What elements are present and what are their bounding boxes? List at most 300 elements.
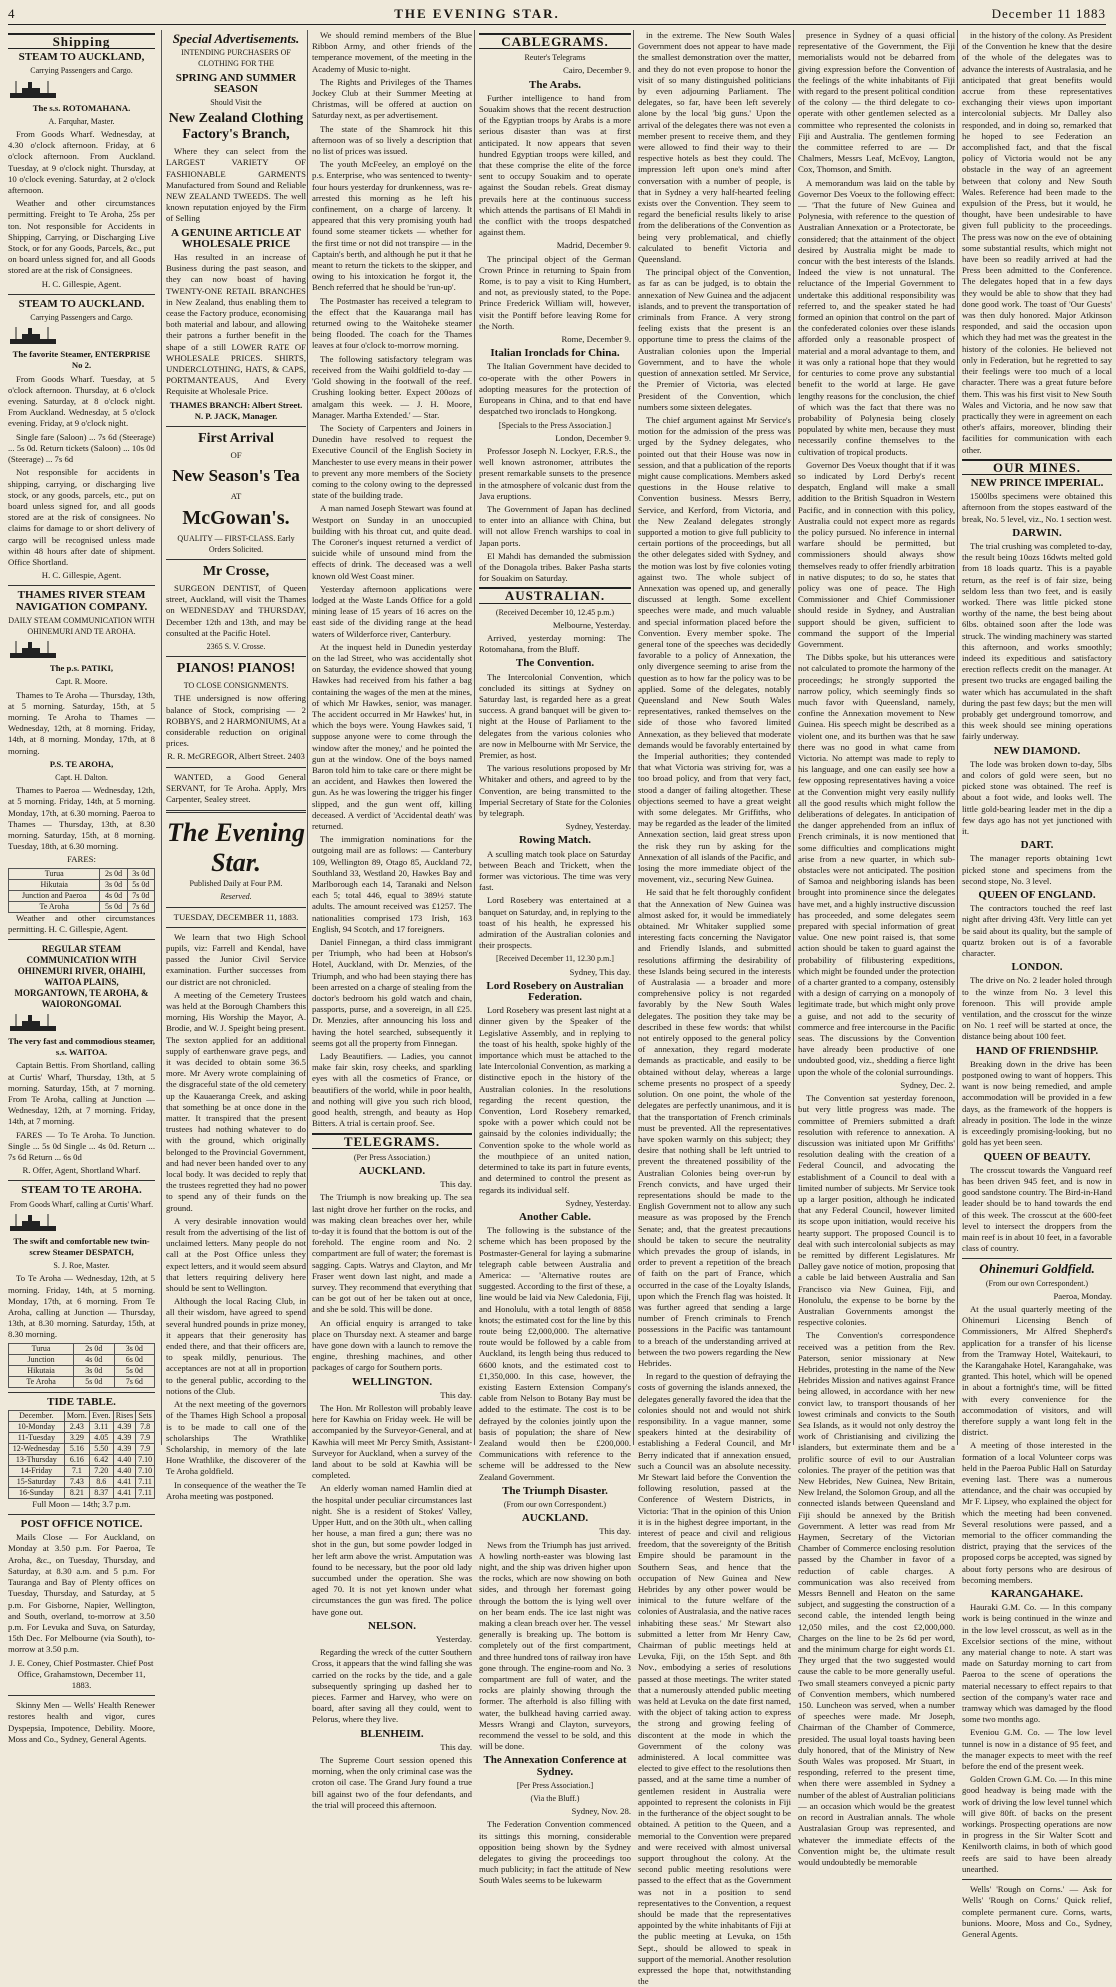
column-cablegrams xyxy=(474,30,635,1886)
fare-single: 3s 0d xyxy=(100,879,127,890)
news-paragraph: At the inquest held in Dunedin yesterday on the lad Street, who was accidentally shot on Saturday, the evidence showed that young Hawkes had received from his father a bag containing the wages of the men at the mines, of which Mr Hawkes, senior, was manager. The accident occurred in Mr Hawkes' hut, in which the boys were. Young Hawkes said, 'I suppose anyone were to come through the window after the money,' and he pointed the gun at the window. One of the boys named Baron told him to take care or there might be an accident, and Hawkes then lowered the gun. As he was lowering the trigger his finger slipped, and the gun went off, killing deceased. A verdict of 'Accidental death' was returned. xyxy=(312,641,472,832)
tide-morn: 3.29 xyxy=(64,1432,89,1443)
sun-rises: 4.41 xyxy=(113,1487,136,1498)
fare-return: 7s 0d xyxy=(127,890,154,901)
news-paragraph: The Society of Carpenters and Joiners in Dunedin have resolved to request the Executive Council of the English Society in Manchester to use every means in their power to prevent any more members of the Society coming to the colony owing to the depressed state of the building trade. xyxy=(312,422,472,501)
sailing-times: Thames to Te Aroha — Thursday, 13th, at 5 morning. Saturday, 15th, at 5 morning. Te Aroha to Thames — Wednesday, 12th, at 8 morning. Friday, 14th, at 8 morning. Monday, 17th, at 8 morning. xyxy=(8,689,155,756)
table-row xyxy=(9,868,155,879)
mine-report: The contractors touched the reef last night after driving 43ft. Very little can yet be said about its quality, but the sample of quartz broken out is of a favorable character. xyxy=(962,903,1112,959)
fare-single: 3s 0d xyxy=(74,1365,114,1376)
dateline-place: BLENHEIM. xyxy=(360,1727,424,1740)
column-convention-report xyxy=(633,30,795,1987)
dateline-place: KARANGAHAKE. xyxy=(991,1588,1083,1601)
news-paragraph: The following is the substance of the scheme which has been proposed by the Postmaster-General for laying a submarine telegraph cable between Australia and America: — 'Alternative routes are suggested. According to the first of these, a line would be laid via New Caledonia, Fiji, and Honolulu, with a total length of 8858 knots; the estimated cost for the line by this route being £2,000,000. The alternative route would be followed by a cable from Auckland, its length being thus reduced to 6600 knots, and the estimated cost to £1,350,000. In this case, however, the existing Eastern Extension Company's cable from Nelson to Botany Bay must be added to the estimate. The cost is to be defrayed by the colonies jointly upon the basis of population; the share of New Zealand would then be £200,000. Communications with reference to the scheme will be addressed to the New Zealand Government. xyxy=(479,1225,631,1482)
ad-body: Has resulted in an increase of Business during the past season, and they can now boast of having TWENTY-ONE RETAIL BRANCHES in New Zealand, thus enabling them to cease the Factory produce, economising both material and labour, and allowing their patrons a further benefit in the shape of a still LOWER RATE OF WHOLESALE PRICES. SHIRTS, UNDERCLOTHING, HATS, & CAPS, PORTMANTEAUS, And Every Requisite at Wholesale Price. xyxy=(166,252,306,397)
story-headline: Lord Rosebery on Australian Federation. xyxy=(486,979,624,1004)
dateline-date: Sydney, Yesterday. xyxy=(565,1197,631,1208)
page-masthead xyxy=(8,4,1106,25)
sun-sets: 7.9 xyxy=(136,1432,155,1443)
news-paragraph: A very desirable innovation would result from the advertising of the list of unclaimed letters. Many people do not call at the Post Office unless they expect letters, and it would seem absurd that letters requiring delivery here should be sent to Wellington. xyxy=(166,1215,306,1294)
ship-master: A. Farquhar, Master. xyxy=(48,116,115,126)
correspondent-note: (From our own Correspondent.) xyxy=(985,1278,1089,1288)
news-paragraph: The Intercolonial Convention, which concluded its sittings at Sydney on Saturday last, is regarded here as a great success. A grand banquet will be given to-night at the House of Parliament to the delegates from the various colonies who are now in Melbourne with Mr Service, the Premier, as host. xyxy=(479,671,631,760)
sailing-times: Thames to Paeroa — Wednesday, 12th, at 5 morning. Friday, 14th, at 5 morning. Monday, 17th, at 6.30 morning. Paeroa to Thames — Thursday, 13th, at 8.30 morning. Saturday, 15th, at 8 morning. Tuesday, 18th, at 6.30 morning. xyxy=(8,785,155,852)
mine-name: DART. xyxy=(1020,839,1054,852)
table-row xyxy=(9,901,155,912)
news-paragraph: The Postmaster has received a telegram to the effect that the Kauaranga mail has returned owing to the Waitoheke steamer being flooded. The coach for the Thames leaves at four o'clock to-morrow morning. xyxy=(312,295,472,351)
news-paragraph: In consequence of the weather the Te Aroha meeting was postponed. xyxy=(166,1479,306,1501)
dateline-date: Sydney, This day. xyxy=(569,966,631,977)
mine-report: The crosscut towards the Vanguard reef has been driven 945 feet, and is now in good sandstone country. The Bird-in-Hand leader should be to hand towards the end of this week. The crosscut at the 600-feet level to intersect the droppers from the main reef is in about 10 feet, in a favorable class of country. xyxy=(962,1164,1112,1254)
news-paragraph: The chief argument against Mr Service's motion for the admission of the press was urged by the Sydney delegates, who pointed out that their House was now in session, and that a publication of the reports might cause complications. Members asked questions in the House relative to Convention business. Messrs Berry, Service, and Kerford, from Victoria, and the New Zealand delegates strongly supported a motion to give full publicity to certain portions of the proceedings, but all the other delegates sided with Sydney, and the motion was lost by five colonies voting against two. The whole subject of Annexation was opened up, and generally discussed at length. Some excellent speeches were made, and much valuable and special information placed before the Convention. Every member spoke. The general tone of the speeches was decidedly favorable to a policy of Annexation, the only divergence seeming to arise from the question as to how far the policy was to be applied. Some of the delegates, notably Queensland and New South Wales representatives, ranked themselves on the side of those who favored limited Annexation, as they believed that moderate demands would be favorably entertained by the Imperial authorities; they contended that what Victoria was striving for, was a too broad policy, and from that very fact, stood a danger of failing altogether. These objections seemed to have a great weight with some delegates. Mr Griffiths, who may be regarded as the leader of the limited Annexation section, laid great stress upon the risk they run by asking for the Annexation of all islands of the Pacific, and losing the more immediate object of the movement, viz., securing New Guinea. xyxy=(638,414,791,885)
newspaper-title: THE EVENING STAR. xyxy=(394,6,560,21)
tide-even: 8.6 xyxy=(89,1476,113,1487)
news-paragraph: The Convention sat yesterday forenoon, but very little progress was made. The committee of Premiers submitted a draft resolution with reference to annexation. A discussion was initiated upon Mr Griffiths' resolution dealing with the creation of a Federal Council, and advocating the establishment of a Council to deal with a limited number of subjects. Mr Service took up a larger position, although he indicated that any Federal Council, however limited its scope upon initiation, would receive his hearty support. The proposed Council is to deal with such intercolonial subjects as may be remitted by different Legislatures. Mr Dalley gave notice of motion, proposing that a cable be laid between Australia and San Francisco via New Guinea, Fiji, and Honolulu, the expense to be borne by the Australian Governments amongst the respective colonies. xyxy=(798,1093,955,1328)
shipping-notice: Weather and other circumstances permitting. Freight to Te Aroha, 25s per ton. Not responsible for Accidents in Shipping, Carrying, or Discharging Live Stock, or for any Goods, Parcels, &c., put on board unless signed for, and all Goods stored are at the risk of Consignees. xyxy=(8,198,155,276)
ad-pianos-head: PIANOS! PIANOS! xyxy=(176,661,296,677)
steamship-icon xyxy=(8,79,155,101)
mine-report: The drive on No. 2 leader holed through to the winze from No. 3 level this forenoon. This will provide ample ventilation, and the crosscut for the winze on No. 1 reef will be started at once, the distance being about 100 feet. xyxy=(962,975,1112,1042)
divider xyxy=(166,426,306,427)
fare-return: 6s 0d xyxy=(114,1354,154,1365)
post-office-signature: J. E. Coney, Chief Postmaster. Chief Post Office, Grahamstown, December 11, 1883. xyxy=(9,1657,154,1690)
sun-sets: 7.11 xyxy=(136,1476,155,1487)
fare-place: Hikutaia xyxy=(9,879,100,890)
news-paragraph: The Italian Government have decided to co-operate with the other Powers in adopting measures for the protection of Europeans in China, and to that end have despatched two ironclads to Hongkong. xyxy=(479,361,631,417)
table-row xyxy=(9,1432,155,1443)
news-paragraph: The various resolutions proposed by Mr Whitaker and others, and agreed to by the Convention, are being transmitted to the Imperial Secretary of State for the Colonies by telegraph. xyxy=(479,763,631,818)
news-paragraph: Lord Rosebery was present last night at a dinner given by the Speaker of the Legislative Assembly, and in replying to the toast of his health, spoke highly of the importance which must be attached to the late Intercolonial Convention, as marking a distinctive epoch in the history of the Australian colonies. In the resolutions regarding the recent question, the Convention, Lord Rosebery remarked, spoke with a power which could not be gainsaid by the colonies individually; the Convention spoke to the whole world as the mouthpiece of an united nation, determined to take its part in future events, and determined to control the present as regards its individual self. xyxy=(479,1005,631,1195)
sun-rises: 4.41 xyxy=(113,1476,136,1487)
fare-return: 5s 0d xyxy=(114,1365,154,1376)
column-header: Morn. xyxy=(64,1410,89,1421)
ad-crosse-name: Mr Crosse, xyxy=(202,563,270,579)
ship-name: The very fast and commodious steamer, s.s. WAITOA. xyxy=(8,1036,155,1058)
dateline-place: AUCKLAND. xyxy=(521,1512,589,1525)
news-paragraph: At the next meeting of the governors of the Thames High School a proposal is to be made to call one of the scholarships The Wrathlike Scholarship, in memory of the late Hone Wrathlike, the discoverer of the Te Aroha goldfield. xyxy=(166,1399,306,1477)
specials-note: [Specials to the Press Association.] xyxy=(498,420,612,430)
news-paragraph: An elderly woman named Hamlin died at the hospital under peculiar circumstances last night. She is a resident of Stokes' Valley, Upper Hutt, and on the 30th ult., when calling her house, a man fired a gun; there was no shot in the gun, but some powder lodged in her left arm above the wrist. Amputation was found to be necessary, but the poor old lady succumbed under the operation. She was aged 70. It is not yet known under what circumstances the gun was fired. The police have gone out. xyxy=(312,1483,472,1617)
fare-return: 5s 0d xyxy=(127,879,154,890)
column-header: Rises xyxy=(113,1410,136,1421)
news-paragraph: Lord Rosebery was entertained at a banquet on Saturday, and, in replying to the toast of his health, he expressed his admiration of the Australian colonies and their prospects. xyxy=(479,895,631,951)
tide-table-title: TIDE TABLE. xyxy=(47,1395,116,1408)
sun-sets: 7.10 xyxy=(136,1465,155,1476)
sun-rises: 4.39 xyxy=(113,1432,136,1443)
via-note: (Via the Bluff.) xyxy=(530,1794,580,1804)
news-paragraph: The youth McFeeley, an employé on the p.s. Enterprise, who was sentenced to twenty-four hours yesterday for drunkenness, was re-arrested this morning as he left his confinement, on a charge of larceny. It appeared that this very promising youth had found some steamer tickets — whether for the first time or not did not transpire — in the Captain's berth, and although he put it that he meant to return the tickets to the skipper, and owing to his intoxication he forgot it, the Bench referred that he should be 'run-up'. xyxy=(312,159,472,293)
agent-signature: H. C. Gillespie, Agent. xyxy=(41,278,122,289)
advert-skinny-men: Skinny Men — Wells' Health Renewer restores health and vigor, cures Dyspepsia, Impotence, Debility. Moore, Moss and Co., Sydney, General Agents. xyxy=(8,1700,155,1744)
mine-name: QUEEN OF ENGLAND. xyxy=(978,889,1096,902)
ad-body: Where they can select from the LARGEST VARIETY OF FASHIONABLE GARMENTS Manufactured from Sound and Reliable NEW ZEALAND TWEEDS. The well known reputation enjoyed by the Firm of Selling xyxy=(166,146,306,224)
dateline-place: NELSON. xyxy=(368,1619,416,1632)
news-paragraph: Golden Crown G.M. Co. — In this mine good headway is being made with the work of driving the low level tunnel which will give 80ft. of backs on the present workings. Prospecting operations are now in progress in the Sir Walter Scott and Kenilworth claims, in both of which good reefs are said to have been already unearthed. xyxy=(962,1774,1112,1874)
mine-name: QUEEN OF BEAUTY. xyxy=(983,1150,1091,1163)
sun-rises: 4.39 xyxy=(113,1443,136,1454)
table-header-row xyxy=(9,1410,155,1421)
ad-title: THAMES RIVER STEAM NAVIGATION COMPANY. xyxy=(15,589,148,613)
news-paragraph: A memorandum was laid on the table by Governor Des Voeux to the following effect: — 'That the future of New Guinea and Polynesia, with reference to the question of Australian Annexation or a Protectorate, be considered; that the attainment of the object desired by Australia might be made to concur with the best interests of the Islands. Indeed the view is not unnatural. The reluctance of the Imperial Government to undertake this additional responsibility was referred to, and the speaker stated he had formed an opinion that control on the part of the confederated colonies over these islands afforded only a reasonable prospect of material and a moral advantage to them, and it was only a rational hope that they would for centuries to come prove any substantial benefit to the world at large. He gave lengthy reasons for the conclusion, the chief of which was the fact that there was no probability of Polynesia being closely populated by white men, because they must necessarily confine themselves to the cultivation of tropical products. xyxy=(798,177,955,457)
news-paragraph: The principal object of the German Crown Prince in returning to Spain from Rome, is to pay a visit to King Humbert, and not, as previously stated, to the Pope. Prince Frederick William will, however, visit the Pontiff before leaving Rome for the North. xyxy=(479,253,631,331)
dateline-date: Cairo, December 9. xyxy=(562,65,631,76)
paper-date: TUESDAY, DECEMBER 11, 1883. xyxy=(173,911,299,922)
dateline-place: AUCKLAND. xyxy=(358,1164,426,1177)
mine-name: LONDON. xyxy=(1011,961,1063,974)
fare-single: 4s 0d xyxy=(74,1354,114,1365)
divider xyxy=(166,810,306,813)
news-paragraph: We learn that two High School pupils, viz: Farrell and Kendal, have passed the Junior Civil Service examination. Further successes from our district are not chronicled. xyxy=(166,931,306,987)
steamship-icon xyxy=(8,1212,155,1234)
story-headline: Another Cable. xyxy=(519,1210,591,1223)
table-row xyxy=(9,1365,155,1376)
steamship-icon xyxy=(8,639,155,661)
news-paragraph: Although the local Racing Club, in all their wisdom, have agreed to spend several hundred pounds in prize money, it appears that their generosity has ended there, and that their officers are, to speak mildly, penurious. The acceptances are not at all in proportion to the general public, according to the notions of the Club. xyxy=(166,1296,306,1396)
news-paragraph: The Hon. Mr Rolleston will probably leave here for Kawhia on Friday week. He will be accompanied by the Surveyor-General, and at Kawhia will meet Mr Percy Smith, Assistant-Surveyor for Auckland, when a survey of the land about to be sold at Kawhia will be completed. xyxy=(312,1402,472,1481)
correspondent-note: (From our own Correspondent.) xyxy=(503,1499,607,1509)
steamship-icon xyxy=(8,325,155,347)
section-head-our-mines: OUR MINES. xyxy=(962,459,1112,475)
ship-master: S. J. Roe, Master. xyxy=(53,1261,110,1271)
news-paragraph: The Government of Japan has declined to enter into an alliance with China, but will not allow French warships to coal in Japan ports. xyxy=(479,503,631,548)
section-head-special-ads: Special Advertisements. xyxy=(172,31,300,46)
tide-table xyxy=(8,1410,155,1499)
ad-wanted: WANTED, a Good General SERVANT, for Te Aroha. Apply, Mrs Carpenter, Sealey street. xyxy=(166,771,306,804)
table-row xyxy=(9,879,155,890)
ad-quality: QUALITY — FIRST-CLASS. Early Orders Solicited. xyxy=(177,533,295,554)
paper-publication-note: Published Daily at Four P.M. xyxy=(189,879,283,889)
sun-sets: 7.8 xyxy=(136,1421,155,1432)
source-note: [Per Press Association.] xyxy=(516,1780,594,1790)
mine-name: HAND OF FRIENDSHIP. xyxy=(975,1044,1099,1057)
column-header: Sets xyxy=(136,1410,155,1421)
post-office-body: Mails Close — For Auckland, on Monday at 3.50 p.m. For Paeroa, Te Aroha, &c., on Tuesday, Thursday, and Saturday, at 8.30 a.m. and 5 p.m. For Tauranga and Bay of Plenty offices on Tuesday, Thursday, and Saturday, at 5 p.m. For Gisborne, Napier, Wellington, and South, overland, to-morrow at 3.50 p.m. For Levuka and Suva, on Saturday, 15th Dec. For Melbourne (via South), to-morrow at 3.50 p.m. xyxy=(8,1532,155,1655)
dateline-date: This day. xyxy=(440,1389,472,1400)
ad-pianos-sub: TO CLOSE CONSIGNMENTS. xyxy=(183,681,289,691)
sailing-times: Captain Bettis. From Shortland, calling at Curtis' Wharf, Thursday, 13th, at 5 morning. Saturday, 15th, at 7 morning. From Te Aroha, calling at Junction — Wednesday, 12th, at 7 morning. Friday, 14th, at 7 morning. xyxy=(8,1060,155,1127)
page-number: 4 xyxy=(8,6,15,21)
divider xyxy=(962,1879,1112,1880)
table-row xyxy=(9,1354,155,1365)
ship-name: P.S. TE AROHA, xyxy=(49,758,114,769)
sun-rises: 4.39 xyxy=(113,1421,136,1432)
fare-place: Te Aroha xyxy=(9,1376,74,1387)
tide-even: 8.37 xyxy=(89,1487,113,1498)
table-row xyxy=(9,1465,155,1476)
ad-crosse-body: SURGEON DENTIST, of Queen street, Auckland, will visit the Thames on WEDNESDAY and THURSDAY, December 12th and 13th, and may be consulted at the Pacific Hotel. xyxy=(166,582,306,638)
tide-day: 11-Tuesday xyxy=(9,1432,65,1443)
news-paragraph: Governor Des Voeux thought that if it was so indicated by Lord Derby's recent despatch, England will make a small addition to the British Squadron in Western Pacific, and in connection with this policy, Australia could not expect more as regards the policy pursued. No inference in internal warfare should be permitted, but commissioners should always show themselves ready to offer friendly arbitration in native disputes; to do so, he states that policy was one of peace. The High Commissioner and Chief Commissioner should reside in Sydney, and Australian support should be given, sufficient to command the support of the Imperial Government. xyxy=(798,459,955,649)
news-paragraph: The principal object of the Convention, as far as can be judged, is to obtain the annexation of New Guinea and the adjacent islands, and to prevent the transportation of criminals from France. A very strong feeling exists that the present is an opportune time to press the claims of the Australian colonies upon the Imperial Government, and to have the whole question of annexation settled. Mr Service, the Premier of Victoria, was elected President of the Convention, which numbers some sixteen delegates. xyxy=(638,267,791,412)
divider xyxy=(8,585,155,586)
ad-company-name: New Zealand Clothing Factory's Branch, xyxy=(168,111,304,143)
fares-table xyxy=(8,868,155,913)
column-header: Even. xyxy=(89,1410,113,1421)
table-row xyxy=(9,1454,155,1465)
mine-report: The trial crushing was completed to-day, the result being 10ozs 16dwts melted gold from 18 loads quartz. This is a payable return, as the reef is of fair size, being seldom less than two feet, and is easily worked. There was little picked stone worthy of the name, the best being about 6lbs. obtained soon after the lode was struck. The winding machinery was started this afternoon, and works smoothly; indeed its expeditious and satisfactory erection reflects credit on the manager. At present two trucks are engaged bailing the water which has accumulated in the shaft during the past few days; but the men will probably get underground tomorrow, and this week should see mining operations fairly underway. xyxy=(962,540,1112,742)
dateline-date: Melbourne, Yesterday. xyxy=(552,619,631,630)
divider xyxy=(8,1180,155,1181)
column-mines xyxy=(957,30,1116,1939)
story-headline: Italian Ironclads for China. xyxy=(490,347,620,360)
divider xyxy=(8,1695,155,1696)
section-head-telegrams: TELEGRAMS. xyxy=(312,1133,472,1149)
tide-morn: 8.21 xyxy=(64,1487,89,1498)
news-paragraph: A sculling match took place on Saturday between Beach and Trickett, when the former was victorious. The time was very fast. xyxy=(479,848,631,893)
mine-report: The lode was broken down to-day, 5lbs and colors of gold were seen, but no picked stone was obtained. The reef is about a foot wide, and looks well. The little gold-bearing leader met in the dip a few days ago has not yet junctioned with it. xyxy=(962,758,1112,837)
shipping-notice: Not responsible for accidents in shipping, carrying, or discharging live stock, or any goods, parcels, etc., put on board unless signed for, and all goods stored are at the risk of consignees. No claims for damage to or short delivery of cargo will be recognised unless made within 48 hours after date of shipment. Office Shortland. xyxy=(8,467,155,567)
news-paragraph: An official enquiry is arranged to take place on Thursday next. A steamer and barge have gone down with a launch to remove the engine, threshing machines, and other packages of cargo for Southern ports. xyxy=(312,1317,472,1373)
fare-single: 2s 0d xyxy=(100,868,127,879)
tide-even: 5.50 xyxy=(89,1443,113,1454)
tide-day: 12-Wednesday xyxy=(9,1443,65,1454)
divider xyxy=(166,767,306,768)
column-header: December. xyxy=(9,1410,65,1421)
table-row xyxy=(9,1376,155,1387)
news-paragraph: Arrived, yesterday morning: The Rotomahana, from the Bluff. xyxy=(479,632,631,655)
sailing-times: From Goods Wharf. Wednesday, at 4.30 o'clock afternoon. Friday, at 6 o'clock afternoon. From Auckland. Tuesday, at 9 o'clock night. Thursday, at 10 o'clock evening. Saturday, at 2 o'clock afternoon. xyxy=(8,129,155,196)
news-paragraph: We should remind members of the Blue Ribbon Army, and other friends of the temperance movement, of the meeting in the Academy of Music to-night. xyxy=(312,30,472,74)
table-row xyxy=(9,1487,155,1498)
dateline-date: Sydney, Dec. 2. xyxy=(900,1079,955,1090)
news-paragraph: A meeting of those interested in the formation of a local Volunteer corps was held in the Paeroa Public Hall on Saturday evening last. There was a numerous attendance, and the chair was occupied by Mr F. Lipsey, who explained the object for which the meeting had been convened. Several resolutions were passed, and a memorial to the officer commanding the district, praying that the services of the proposed corps be accepted, was signed by about forty persons who are desirous of becoming members. xyxy=(962,1440,1112,1585)
ad-subtitle: DAILY STEAM COMMUNICATION WITH OHINEMURI AND TE AROHA. xyxy=(8,615,155,636)
ad-first-arrival: First Arrival xyxy=(198,431,274,447)
ad-pianos-signature: R. R. McGREGOR, Albert Street. 2403 xyxy=(167,751,305,762)
ad-subtitle: Carrying Passengers and Cargo. xyxy=(30,313,133,323)
news-paragraph: In regard to the question of defraying the costs of governing the islands annexed, the delegates generally favored the idea that the colonies should not and would not shirk responsibility. In a vague manner, some speakers hinted at the desirability of establishing a Federal Council, and Mr Berry indicated that if annexation ensued, such a Council was an absolute necessity. Mr Stewart laid before the Convention the following resolution, passed at the Conference of Western Districts, in Victoria: 'That in the opinion of this Union it is in the highest degree important, in the interest of peace and civil and religious freedom, that the sovereignty of the British Empire should be paramount in the Southern Seas, and hence that the occupation of New Guinea and New Hebrides by any other power would be inimical to the future welfare of the colonies of Australasia, and the native races inhabiting these seas.' Mr Stewart also submitted a letter from Mr Henry Caw, Chairman of public meetings held at Levuka, Fiji, on the 15th Sept. and 8th Nov., embodying a series of resolutions passed at those meetings. The writer stated that a numerously attended public meeting was held at Levuka on the date first named, with the object of taking action to express the strong and growing feeling of discontent at the mode in which the Government of the colony was administered. A local committee was elected to give effect to the resolutions then passed, and at the same time a number of gentlemen resident in Australia were appointed to represent the colonists in Fiji in the furtherance of the object sought to be obtained. A petition to the Queen, and a memorial to the Convention were prepared and were received with almost universal support throughout the colony. At the second public meeting resolutions were passed to the effect that as the Government was not in a position to send representatives to the Convention, a request should be made that the representatives appointed by the white inhabitants of Fiji at the public meeting at Levuka, on 15th Sept., should be allowed to speak in support of the memorial. Another resolution expressed the hope that, notwithstanding the xyxy=(638,1371,791,1987)
received-note: [Received December 11, 12.30 p.m.] xyxy=(496,954,614,964)
story-headline: Rowing Match. xyxy=(518,834,592,847)
ad-new-season-tea: New Season's Tea xyxy=(172,466,300,486)
agent-signature: H. C. Gillespie, Agent. xyxy=(41,570,122,581)
mine-name: DARWIN. xyxy=(1012,526,1062,539)
tide-day: 15-Saturday xyxy=(9,1476,65,1487)
table-row xyxy=(9,890,155,901)
dateline-date: This day. xyxy=(440,1179,472,1190)
tide-morn: 7.43 xyxy=(64,1476,89,1487)
ad-crosse-signature: 2365 S. V. Crosse. xyxy=(206,641,266,651)
news-paragraph: Further intelligence to hand from Souakim shows that the recent destruction of the Egyptian troops by Arabs is a more serious disaster than was at first anticipated. It now appears that seven hundred Egyptian troops were killed, and that these comprise the elite of the force sent to occupy Souakim and to operate against the Soudan rebels. Great dismay prevails here at the continuous success which attends the partisans of El Mahdi in the conflict with the troops despatched against them. xyxy=(479,92,631,238)
fare-single: 4s 0d xyxy=(100,890,127,901)
ad-subtitle: Carrying Passengers and Cargo. xyxy=(30,66,133,76)
dateline-date: London, December 9. xyxy=(555,432,631,443)
dateline-date: Rome, December 9. xyxy=(561,334,631,345)
fare-single: 2s 0d xyxy=(74,1343,114,1354)
fare-place: Turua xyxy=(9,1343,74,1354)
tide-morn: 5.16 xyxy=(64,1443,89,1454)
divider xyxy=(8,294,155,295)
column-convention-continued xyxy=(793,30,959,1867)
sun-sets: 7.10 xyxy=(136,1454,155,1465)
fare-return: 7s 6d xyxy=(114,1376,154,1387)
divider xyxy=(8,1514,155,1515)
dateline-date: This day. xyxy=(599,1526,631,1537)
tide-morn: 2.43 xyxy=(64,1421,89,1432)
story-headline: Ohinemuri Goldfield. xyxy=(979,1261,1095,1277)
tide-day: 13-Thursday xyxy=(9,1454,65,1465)
story-headline: The Convention. xyxy=(515,657,595,670)
fare-place: Junction xyxy=(9,1354,74,1365)
sailing-times: From Goods Wharf. Tuesday, at 5 o'clock afternoon. Thursday, at 6 o'clock evening. Saturday, at 8 o'clock night. From Auckland. Wednesday, at 5 o'clock evening. Friday, at 9 o'clock night. xyxy=(8,373,155,429)
tide-morn: 7.1 xyxy=(64,1465,89,1476)
fare-place: Hikutaia xyxy=(9,1365,74,1376)
ad-title: REGULAR STEAM COMMUNICATION WITH OHINEMURI RIVER, OHAIHI, WAITOA PLAINS, MORGANTOWN, TE AROHA, & WAIORONGOMAI. xyxy=(14,944,149,1009)
news-paragraph: The state of the Shamrock hit this afternoon was of so lively a description that no list of prices was issued. xyxy=(312,123,472,157)
paper-nameplate: The Evening Star. xyxy=(167,818,305,878)
ship-name: The p.s. PATIKI, xyxy=(49,663,114,674)
ad-intro: INTENDING PURCHASERS OF CLOTHING FOR THE xyxy=(181,48,291,69)
story-headline: The Annexation Conference at Sydney. xyxy=(483,1754,627,1778)
ad-mcgowans: McGowan's. xyxy=(182,506,290,529)
fare-place: Turua xyxy=(9,868,100,879)
table-row xyxy=(9,1443,155,1454)
divider xyxy=(962,1258,1112,1259)
sun-sets: 7.9 xyxy=(136,1443,155,1454)
news-paragraph: The Supreme Court session opened this morning, when the only criminal case was the croton oil case. The Grand Jury found a true bill against two of the four defendants, and the trial will proceed this afternoon. xyxy=(312,1755,472,1810)
paper-reserved: Reserved. xyxy=(220,892,252,902)
fares-note: Weather and other circumstances permitting. H. C. Gillespie, Agent. xyxy=(8,912,155,934)
table-row xyxy=(9,1476,155,1487)
divider xyxy=(166,907,306,908)
news-paragraph: Regarding the wreck of the cutter Southern Cross, it appears that the wind falling she was carried on the rocks by the tide, and a gale subsequently springing up dashed her to pieces. Farmer and Harvey, who were on board, after saving all they could, went to Pelorus, where they live. xyxy=(312,1647,472,1725)
tide-day: 16-Sunday xyxy=(9,1487,65,1498)
fare-single: 5s 0d xyxy=(74,1376,114,1387)
ad-title: STEAM TO TE AROHA. xyxy=(21,1184,142,1197)
news-paragraph: in the extreme. The New South Wales Government does not appear to have made the smallest demonstration over the matter, and they do not even propose to honor the visit of so many distinguished politicians by even adjourning Parliament. The delegates, so far, have been left severely alone by the local 'big guns.' Upon the arrival of the delegates there was not even a member present to receive them, and they were allowed to find their way to their respective hotels as best they could. The impression left upon one's mind after conversation with a number of people, is that in Sydney a very half-hearted feeling exists over the Convention. They seem to regard the beneficial results likely to arise from the deliberations of the Convention as being very problematical, and chiefly calculated to benefit Victoria and Queensland. xyxy=(638,30,791,265)
issue-date: December 11 1883 xyxy=(991,6,1106,21)
news-paragraph: The immigration nominations for the outgoing mail are as follows: — Canterbury 109, Wellington 89, Otago 85, Auckland 72, Southland 33, Westland 20, Hawkes Bay and Marlborough each 14, Taranaki and Nelson each 5; total 446, equal to 389½ statute adults. The amount received was £1257. The nationalities comprised 173 Irish, 163 English, 94 Scotch, and 17 foreigners. xyxy=(312,834,472,934)
fare-return: 7s 6d xyxy=(127,901,154,912)
news-paragraph: Lady Beautifiers. — Ladies, you cannot make fair skin, rosy cheeks, and sparkling eyes with all the cosmetics of France, or beautifiers of the world, while in poor health, and nothing will give you such rich blood, good health, strength, and beauty as Hop Bitters. A trial is certain proof. See. xyxy=(312,1051,472,1129)
telegram-source: (Per Press Association.) xyxy=(353,1152,431,1162)
agent-signature: R. Offer, Agent, Shortland Wharf. xyxy=(22,1165,141,1176)
cable-source: Reuter's Telegrams xyxy=(524,53,586,63)
dateline-date: This day. xyxy=(440,1741,472,1752)
column-shipping xyxy=(8,30,158,1744)
table-row xyxy=(9,1343,155,1354)
fare-place: Junction and Paeroa xyxy=(9,890,100,901)
tide-moon-note: Full Moon — 14th; 3.7 p.m. xyxy=(32,1498,131,1509)
ship-master: Capt. H. Dalton. xyxy=(55,772,108,782)
column-advertisements xyxy=(161,30,310,1501)
tide-even: 3.11 xyxy=(89,1421,113,1432)
story-headline: The Triumph Disaster. xyxy=(502,1484,608,1497)
fare-single: 5s 0d xyxy=(100,901,127,912)
ad-title: STEAM TO AUCKLAND, xyxy=(18,51,145,64)
divider xyxy=(166,656,306,657)
sailing-times: To Te Aroha — Wednesday, 12th, at 5 morning. Friday, 14th, at 5 morning. Monday, 17th, at 6 morning. From Te Aroha, calling at Junction — Thursday, 13th, at 8.30 morning. Saturday, 15th, at 8.30 morning. xyxy=(8,1273,155,1340)
tide-day: 14-Friday xyxy=(9,1465,65,1476)
tide-morn: 6.16 xyxy=(64,1454,89,1465)
ad-title: STEAM TO AUCKLAND. xyxy=(18,297,145,310)
news-paragraph: in the history of the colony. As President of the Convention he knew that the desire of the whole of the delegates was to advance the interests of Australasia, and he anticipated that great benefits would accrue from these representatives exchanging their views upon important intercolonial subjects. Mr Dalley also responded, and in doing so, remarked that he hoped to see Federation an accomplished fact, and that the fiscal policy of Victoria would not be any obstacle in the way of an agreement between that colony and New South Wales. Reference had been made to the expulsion of the Press, but it would, he thought, have been undesirable to have given full publicity to the proceedings. The press was now on the eve of obtaining some substantial results, which might not have been so readily arrived at had the Press been admitted to the Conference. The delegates hoped that in a few days they would be able to show that they had done good work. The toast of 'Our Guests' was then duly honored. Major Atkinson responded, and said the occasion upon which they had met was the greatest in the history of the colonies. He believed not only in Federation, but he regretted to say their feelings were too much of a local character. There was a great future before them. This was his first visit to New South Wales and Victoria, and he now saw that practically they were in agreement on each other's affairs, moreover, blinding their facilities for communication with each other. xyxy=(962,30,1112,455)
tide-even: 4.05 xyxy=(89,1432,113,1443)
ad-genuine: A GENUINE ARTICLE AT WHOLESALE PRICE xyxy=(171,226,301,250)
ad-at: AT xyxy=(230,491,242,502)
dateline-date: Sydney, Yesterday. xyxy=(565,821,631,832)
news-paragraph: The Rights and Privileges of the Thames Jockey Club at their Summer Meeting at Christmas, will be offered at auction on Saturday next, as per advertisement. xyxy=(312,76,472,121)
news-paragraph: Eveniou G.M. Co. — The low level tunnel is now in a distance of 95 feet, and the manager expects to meet with the reef before the end of the present week. xyxy=(962,1727,1112,1772)
tide-even: 7.20 xyxy=(89,1465,113,1476)
table-row xyxy=(9,1421,155,1432)
news-paragraph: A meeting of the Cemetery Trustees was held at the Borough Chambers this morning, His Worship the Mayor, A. Brodie, and W. J. Speight being present. The sexton applied for an additional supply of earthenware grave pegs, and it was decided to obtain some 36.5 more. Mr Avery wrote complaining of the disgraceful state of the old cemetery up the Kauaeranga Creek, and asking that something be at once done in the matter. It transpired that the present trustees had nothing whatever to do with the ground, which originally belonged to the Provincial Government, and had never been handed over to any local body. It was decided to reply that the trustees regretted they had no power to spend any of their funds on the ground. xyxy=(166,989,306,1213)
ad-branch: THAMES BRANCH: Albert Street. N. P. JACK, Manager. xyxy=(169,399,303,421)
story-headline: The Arabs. xyxy=(529,78,581,91)
sun-rises: 4.40 xyxy=(113,1454,136,1465)
section-head-cablegrams: CABLEGRAMS. xyxy=(479,33,631,49)
fares-text: FARES — To Te Aroha. To Junction. Single ... 5s 0d Single ... 4s 0d. Return ... 7s 6d Return ... 6s 0d xyxy=(8,1129,155,1163)
fare-return: 3s 0d xyxy=(127,868,154,879)
section-head-australian: AUSTRALIAN. xyxy=(479,587,631,603)
news-paragraph: A man named Joseph Stewart was found at Westport on Sunday in an unoccupied building with his throat cut, and quite dead. The Coroner's inquest returned a verdict of suicide while of unsound mind from the effects of drink. The deceased was a well known old West Coast miner. xyxy=(312,503,472,581)
sun-rises: 4.40 xyxy=(113,1465,136,1476)
sun-sets: 7.11 xyxy=(136,1487,155,1498)
fares-text: Single fare (Saloon) ... 7s 6d (Steerage) ... 5s 0d. Return tickets (Saloon) ... 10s 0d (Steerage) ... 7s 6d xyxy=(8,431,155,465)
dateline-place: WELLINGTON. xyxy=(351,1375,433,1388)
divider xyxy=(8,939,155,940)
tide-even: 6.42 xyxy=(89,1454,113,1465)
news-paragraph: At the usual quarterly meeting of the Ohinemuri Licensing Bench of Commissioners, Mr Alfred Shepherd's application for a transfer of his license from the Tramway Hotel, Waitekauri, to the Karangahake Hotel, Karangahake, was granted. This hotel, which will be opened in about a fortnight's time, will be fitted with every convenience for the accommodation of visitors, and will therefore supply a want long felt in the district. xyxy=(962,1303,1112,1438)
mine-name: NEW PRINCE IMPERIAL. xyxy=(970,476,1104,489)
news-paragraph: Daniel Finnegan, a third class immigrant per Triumph, who had been at Hobson's Hotel, Auckland, with Dr. Menzies, of the Triumph, and who had been staying there has been arrested on a charge of stealing from the doctor's bedroom his gold watch and chain, passports, purse, and a sovereign, in all £25. Dr. Menzies, after announcing his loss and having the hotel searched, subsequently it seems got all the property from Finnegan. xyxy=(312,937,472,1048)
mine-report: 1500lbs specimens were obtained this afternoon from the stopes eastward of the break, No. 5 level, viz., No. 1 section west. xyxy=(962,491,1112,524)
ad-of: OF xyxy=(230,450,242,461)
column-local-news xyxy=(307,30,476,1810)
news-paragraph: The Convention's correspondence received was a petition from the Rev. Paterson, senior missionary at New Hebrides, protesting in the name of the New Hebrides Mission and natives against France being allowed, in accordance with her new convict law, to transport thousands of her lowest criminals and convicts to the South Sea Islands, as it would not only destroy the work of Christianising and civilizing the islanders, but exterminate them and be a prolific source of evil to our Australian colonies. The prayer of the petition was that New Hebrides, New Guinea, New Britain, New Ireland, the Solomon Group, and all the connected islands between Queensland and Fiji should be annexed by the British Government. A letter was read from Mr Haymen, Secretary of the Victorian Chamber of Commerce enclosing resolution passed by the Chamber in favor of a reduction of cable charges. A communication was also received from Messrs Bennell and Heaton on the same subject, and suggesting the construction of a second cable, the intended length being 12,050 miles, and the cost £2,000,000. Charges on the line to be 2s 6d per word, and the minimum charge for eight words £1. They urged that the two suggested would cause the cable to be more generally useful. Two small steamers conveyed a picnic party of Convention members, which numbered 150. Luncheon was served, when a number of speeches were made. Mr Joseph, Chairman of the Chamber of Commerce, presided. The usual loyal toasts having been duly honored, that of the Ministry of New South Wales was proposed. Mr Stuart, in responding, referred to the present time, when there were assembled in Sydney a number of the ablest of Australian politicians — an occasion which would be the greatest on record in Australian annals. The whole Australasian Group was represented, and whatever the immediate effects of the Convention might be, the ultimate result would undoubtedly be memorable xyxy=(798,1330,955,1867)
news-paragraph: He said that he felt thoroughly confident that the Annexation of New Guinea was almost asked for, it would be immediately obtained. Mr Whitaker supplied some interesting facts concerning the Navigator and Friendly Islands, and submitted resolutions affirming the desirability of these Islands being secured in the interests of Australasia — a broader and more comprehensive policy is not regarded favorably by the New South Wales delegates. The position they take may be described in these few words: that whilst not entirely opposed to the general policy of annexation, they regard moderate demands as practicable, and easily to be obtained without delay, whereas a large scheme presents no prospect of a speedy solution. On one point, the whole of the delegates are perfectly unanimous, and it is that the transportation of French criminals must be prevented. All the representatives have spoken warmly on this subject; they desire that nothing shall be left untried to prevent the threatened possibility of the Australian Colonies being over-run by French convicts, and have urged their representations should be made to the English Government not to allow any such measure as was proposed by the French Senate; and, that the greatest precautions should be taken to secure the neutrality which prevades the group of islands, in order to prevent a repetition of the breach of faith on the part of France, which occurred in the case of the Loyalty Islands, upon which the French flag was hoisted. It was further agreed that sending a large number of French criminals to French possessions in the Pacific was tantamount to a breach of the understanding arrived at between the two powers regarding the New Hebrides. xyxy=(638,887,791,1368)
ship-name: The favorite Steamer, ENTERPRISE No 2. xyxy=(12,349,151,371)
post-office-title: POST OFFICE NOTICE. xyxy=(20,1518,143,1531)
fares-title: FARES: xyxy=(67,854,96,865)
steamship-icon xyxy=(8,1012,155,1034)
fare-return: 3s 0d xyxy=(114,1343,154,1354)
news-paragraph: Yesterday afternoon applications were lodged at the Waste Lands Office for a gold mining lease of 15 years of 16 acres on the east side of the dividing range at the head waters of Wilderforce river, Canterbury. xyxy=(312,583,472,639)
news-paragraph: The Triumph is now breaking up. The sea last night drove her further on the rocks, and was making clean breaches over her, while to-day it is found that the bottom is out of the forehold. The engine room and No. 2 compartment are full of water; the foremast is sagging. Capts. Watrys and Clayton, and Mr Fraser went down last night, and made a survey. They recommend that everything that can be got out of her be taken out at once, and she be sold. This will be done. xyxy=(312,1192,472,1315)
advert-wells-corns: Wells' 'Rough on Corns.' — Ask for Wells' 'Rough on Corns.' Quick relief, complete permanent cure. Corns, warts, bunions. Moore, Moss and Co., Sydney, General Agents. xyxy=(962,1884,1112,1939)
dateline-date: Yesterday. xyxy=(436,1634,472,1645)
mine-report: Breaking down in the drive has been postponed owing to want of hoppers. This want is now being remedied, and ample accommodation will be provided in a few days, as the framework of the hoppers is already in position. The lode in the winze is exceedingly promising-looking, but no gold has yet been seen. xyxy=(962,1058,1112,1148)
ad-subtitle: From Goods Wharf, calling at Curtis' Wharf. xyxy=(9,1199,154,1209)
news-paragraph: Hauraki G.M. Co. — In this company work is being continued in the winze and in the low level crosscut, as well as in the Excelsior sections of the mine, without any material change to note. A start was made on Saturday morning to cart from Paeroa to the scene of operations the material necessary to effect repairs to that section of the company's water race and tramway which was damaged by the flood some two months ago. xyxy=(962,1602,1112,1725)
fare-place: Te Aroha xyxy=(9,901,100,912)
news-paragraph: Professor Joseph N. Lockyer, F.R.S., the well known astronomer, attributes the present remarkable sunsets to the presence in the atmosphere of volcanic dust from the Java eruptions. xyxy=(479,445,631,501)
ad-season: SPRING AND SUMMER SEASON xyxy=(175,71,297,95)
ship-name: The s.s. ROTOMAHANA. xyxy=(32,102,131,113)
news-paragraph: News from the Triumph has just arrived. A howling north-easter was blowing last night, and the ship was driven higher upon the rocks, which are now showing on both sides, and through her foremast going through the bottom the is lying well over on her beam ends. The ice last night was making a clean breach over her. The vessel generally is breaking up. The bottom is completely out of the first compartment, and three hundred tons of railway iron have gone through. The engine-room and No. 3 compartment are full of water, and the rocks are plainly showing through the former. The afterhold is also filling with water, the bulkhead having carried away. Messrs Wrangi and Clayton, surveyors, recommend the vessel to be sold, and this will be done. xyxy=(479,1539,631,1752)
ship-name: The swift and comfortable new twin-screw Steamer DESPATCH, xyxy=(13,1235,150,1258)
news-paragraph: The following satisfactory telegram was received from the Waihi goldfield to-day — 'Gold showing in the footwall of the reef. Crushing looking better. Expect 200ozs of amalgam this week. — J. H. Moore, Manager. Martha Extended.' — Star. xyxy=(312,353,472,420)
mine-report: The manager reports obtaining 1cwt picked stone and specimens from the second stope, No. 3 level. xyxy=(962,853,1112,886)
section-head-shipping: Shipping xyxy=(8,33,155,49)
ship-master: Capt. R. Moore. xyxy=(55,677,108,687)
news-paragraph: The Dibbs spoke, but his utterances were not calculated to promote the harmony of the proceedings; he strongly supported the narrow policy, which seemingly finds so much favor with Queensland, namely, confine the Annexation movement to New Guinea. His speech might be described as a violent one, and its burthen was that he saw there was no good in what came from Victoria. No attempt was made to reply to his language, and one can easily see how a few opposing representatives having a voice at the Convention might very easily nullify all the good results which might follow the deliberations of delegates. In anticipation of the danger apprehended from an influx of French criminals, it is now mentioned that some difficulties and complications might arise from a new quarter, in which sub-obstacles were not anticipated. The position of Samoa and neighboring islands has been brought into prominence since the delegates have met, and a highly instructive discussion has proceeded, and some delegates seem prepared with special information of great value. One new point raised is, that some action should be taken to guard against the probability of filibustering expeditions, which might be founded under the protection of a charter granted to a company, ostensibly with a design of carrying on a monopoly of legitimate trade, but which might only prove a guise, and not add to the security of commerce and free intercourse in the Pacific seas. The discussions by the Convention have already been productive of one undoubted good, viz., shedding a fierce light upon the whole of the colonial surroundings. xyxy=(798,652,955,1077)
tide-day: 10-Monday xyxy=(9,1421,65,1432)
divider xyxy=(166,927,306,928)
divider xyxy=(166,559,306,560)
news-paragraph: presence in Sydney of a quasi official representative of the Government, the Fiji memorialists would not be debarred from giving expression before the Convention of the feelings of the white inhabitants of Fiji with regard to the present political condition of the colony — the third delegate to co-operate with other gentlemen selected as a committee who represented the colonists in Fiji and Australia. The gentlemen forming the committee referred to are — Dr Chalmers, Messrs Leaf, McEvoy, Langton, Cox, Thomson, and Smith. xyxy=(798,30,955,175)
ad-pianos-body: THE undersigned is now offering balance of Stock, comprising — 2 ROBBYS, and 2 HARMONIUMS, At a considerable reduction on original prices. xyxy=(166,693,306,749)
news-paragraph: The Federation Convention commenced its sittings this morning, considerable opposition being shown by the Sydney delegates to giving the proceedings too much publicity; in fact the attitude of New South Wales seems to be lukewarm xyxy=(479,1819,631,1886)
mine-name: NEW DIAMOND. xyxy=(993,744,1081,757)
dateline-date: Sydney, Nov. 28. xyxy=(571,1806,631,1817)
fares-table xyxy=(8,1343,155,1388)
dateline-date: Paeroa, Monday. xyxy=(1053,1290,1112,1301)
received-note: (Received December 10, 12.45 p.m.) xyxy=(495,607,615,617)
ad-call: Should Visit the xyxy=(210,98,262,108)
divider xyxy=(8,1392,155,1393)
news-paragraph: El Mahdi has demanded the submission of the Donagola tribes. Baker Pasha starts for Souakim on Saturday. xyxy=(479,550,631,584)
